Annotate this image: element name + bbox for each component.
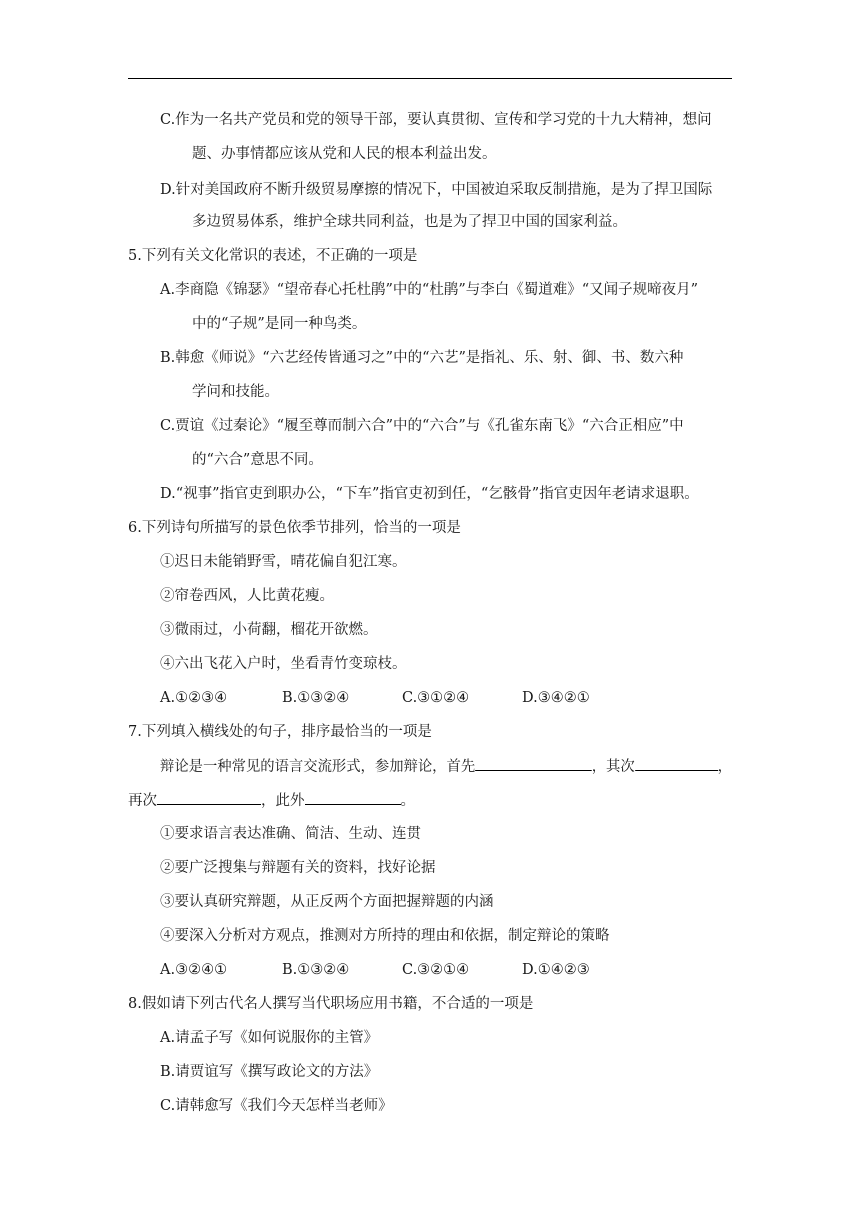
q7-passage-line2: [128, 790, 415, 811]
q6-option-c: C.③①②④: [402, 690, 470, 706]
q8-option-b: B.请贾谊写《撰写政论文的方法》: [160, 1064, 379, 1080]
q5-option-c-line1: C.贾谊《过秦论》“履至尊而制六合”中的“六合”与《孔雀东南飞》“六合正相应”中: [160, 418, 684, 434]
answer-blank: [305, 790, 401, 805]
q7-stem: 7.下列填入横线处的句子，排序最恰当的一项是: [128, 724, 432, 740]
answer-blank: [475, 756, 592, 771]
q7-passage-text: ，其次: [591, 759, 635, 775]
q5-stem: 5.下列有关文化常识的表述，不正确的一项是: [128, 248, 418, 264]
q4-option-d-line2: 多边贸易体系，维护全球共同利益，也是为了捍卫中国的国家利益。: [192, 214, 627, 230]
q7-item: ②要广泛搜集与辩题有关的资料，找好论据: [160, 860, 436, 876]
q7-option-b: B.①③②④: [282, 962, 350, 978]
header-rule: [128, 78, 732, 79]
q5-option-a-line1: A.李商隐《锦瑟》“望帝春心托杜鹃”中的“杜鹃”与李白《蜀道难》“又闻子规啼夜月”: [160, 282, 699, 298]
q6-option-d: D.③④②①: [522, 690, 590, 706]
q6-option-b: B.①③②④: [282, 690, 350, 706]
q5-option-a-line2: 中的“子规”是同一种鸟类。: [192, 316, 367, 332]
q8-option-c: C.请韩愈写《我们今天怎样当老师》: [160, 1098, 393, 1114]
q7-passage-text: 辩论是一种常见的语言交流形式，参加辩论，首先: [160, 759, 476, 775]
q5-option-c-line2: 的“六合”意思不同。: [192, 452, 323, 468]
q7-passage-line1: [160, 756, 732, 777]
answer-blank: [635, 756, 718, 771]
q8-stem: 8.假如请下列古代名人撰写当代职场应用书籍，不合适的一项是: [128, 996, 534, 1012]
q6-option-a: A.①②③④: [160, 690, 228, 706]
q7-option-c: C.③②①④: [402, 962, 470, 978]
q7-passage-text: ，此外: [261, 793, 305, 809]
q8-option-a: A.请孟子写《如何说服你的主管》: [160, 1030, 379, 1046]
q4-option-d-line1: D.针对美国政府不断升级贸易摩擦的情况下，中国被迫采取反制措施，是为了捍卫国际: [160, 182, 713, 198]
q7-item: ④要深入分析对方观点，推测对方所持的理由和依据，制定辩论的策略: [160, 928, 610, 944]
q7-item: ①要求语言表达准确、简洁、生动、连贯: [160, 826, 421, 842]
q4-option-c-line2: 题、办事情都应该从党和人民的根本利益出发。: [192, 146, 497, 162]
q7-passage-text: 再次: [128, 793, 157, 809]
q6-item: ②帘卷西风，人比黄花瘦。: [160, 588, 334, 604]
q7-option-d: D.①④②③: [522, 962, 590, 978]
q4-option-c-line1: C.作为一名共产党员和党的领导干部，要认真贯彻、宣传和学习党的十九大精神，想问: [160, 112, 712, 128]
q7-option-a: A.③②④①: [160, 962, 228, 978]
answer-blank: [157, 790, 261, 805]
q7-item: ③要认真研究辩题，从正反两个方面把握辩题的内涵: [160, 894, 494, 910]
q7-passage-text: ，: [717, 759, 732, 775]
q7-passage-text: 。: [400, 793, 415, 809]
q6-item: ④六出飞花入户时，坐看青竹变琼枝。: [160, 656, 407, 672]
q5-option-d-line1: D.“视事”指官吏到职办公，“下车”指官吏初到任，“乞骸骨”指官吏因年老请求退职。: [160, 486, 699, 502]
q6-item: ①迟日未能销野雪，晴花偏自犯江寒。: [160, 554, 407, 570]
q5-option-b-line2: 学问和技能。: [192, 384, 279, 400]
q5-option-b-line1: B.韩愈《师说》“六艺经传皆通习之”中的“六艺”是指礼、乐、射、御、书、数六种: [160, 350, 684, 366]
q6-stem: 6.下列诗句所描写的景色依季节排列，恰当的一项是: [128, 520, 461, 536]
q6-item: ③微雨过，小荷翻，榴花开欲燃。: [160, 622, 378, 638]
